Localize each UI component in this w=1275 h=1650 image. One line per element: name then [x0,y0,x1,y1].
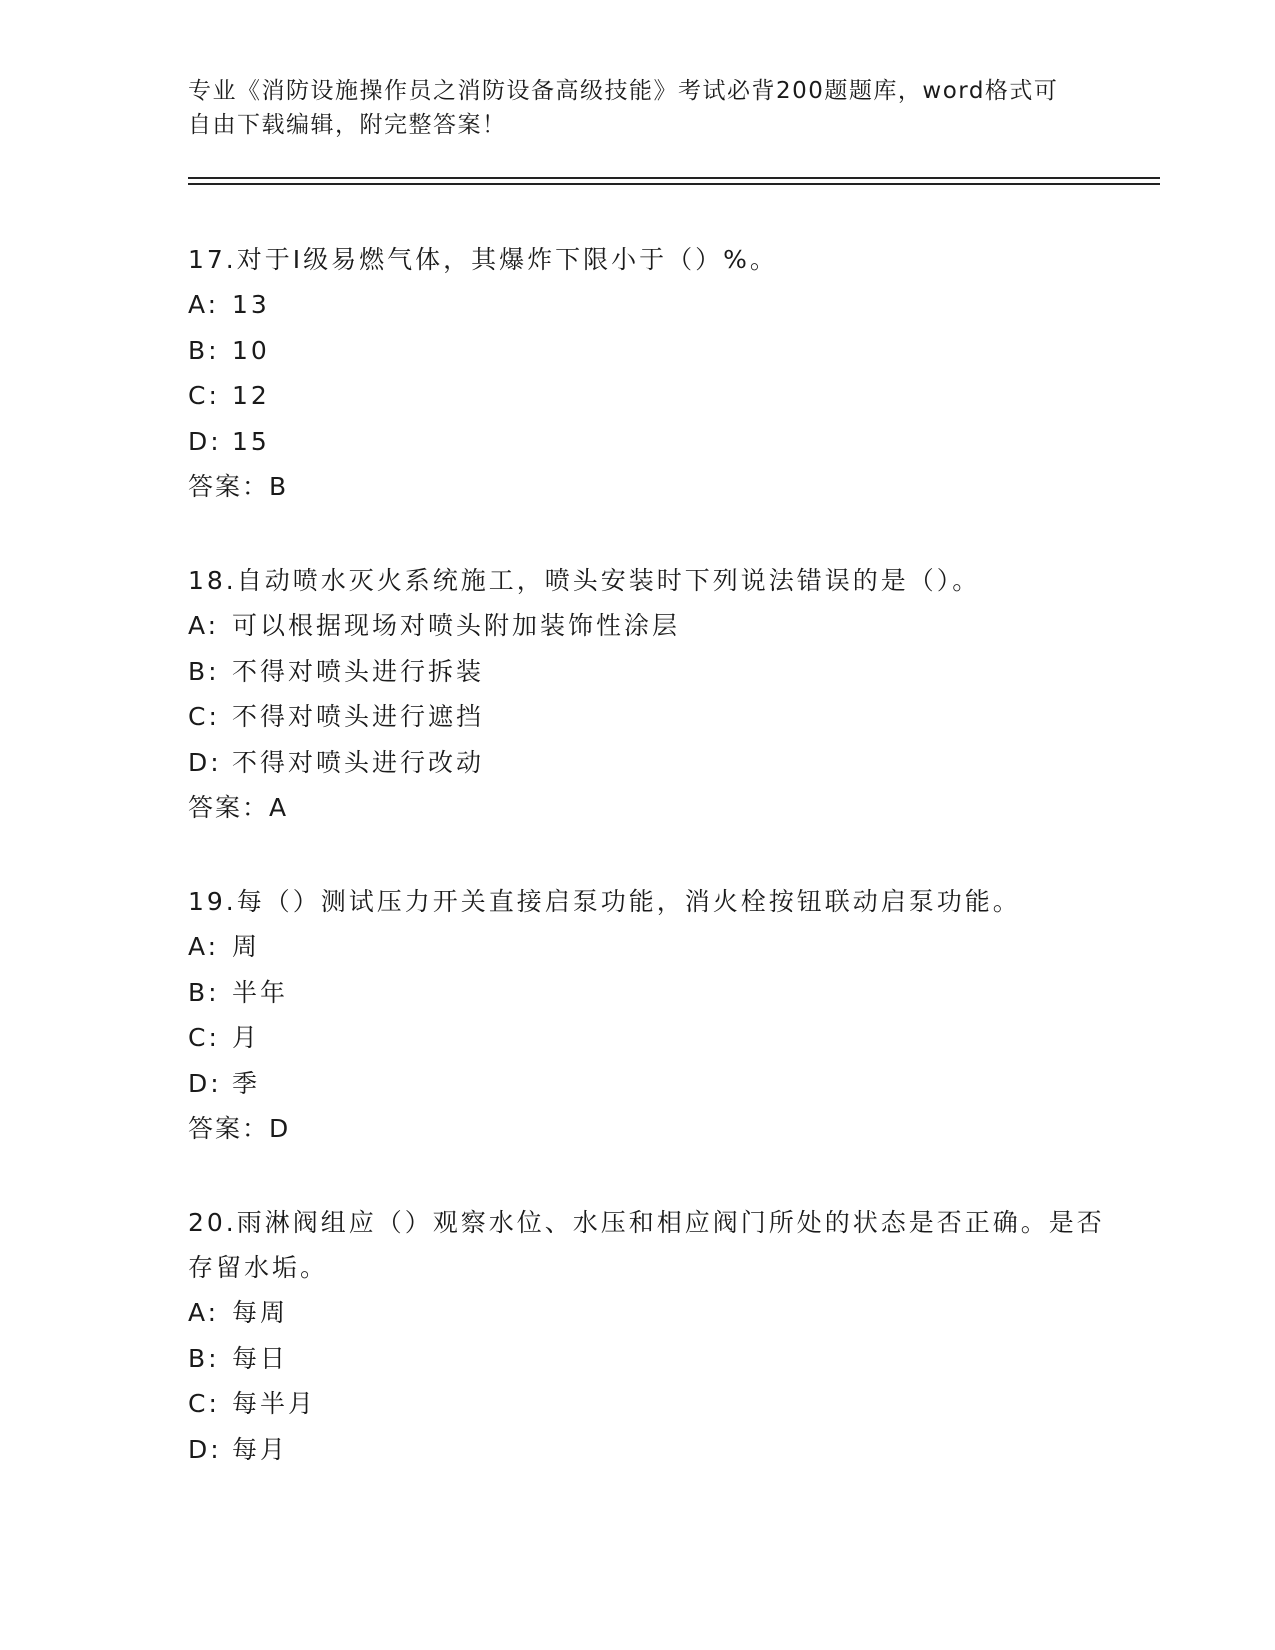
option-a [188,282,1108,328]
option-text: 不得对喷头进行拆装 [232,656,485,686]
option-a [188,924,1108,970]
option-text: 每周 [232,1298,289,1327]
option-text: 每月 [232,1434,289,1464]
option-letter: B: [188,1343,220,1373]
option-c [188,1015,1108,1061]
option-text: 12 [232,381,270,410]
option-text: 月 [232,1023,261,1052]
option-text: 季 [232,1068,261,1098]
option-a [188,1290,1108,1336]
option-letter: A: [188,611,220,640]
option-letter: D: [188,1068,222,1098]
header-divider-line [188,177,1160,179]
answer-line: 答案：B [188,472,289,501]
question-stem: 19.每（）测试压力开关直接启泵功能，消火栓按钮联动启泵功能。 [188,887,1021,916]
option-text: 15 [232,426,270,456]
option-text: 每半月 [232,1389,317,1418]
option-letter: D: [188,1434,222,1464]
option-letter: C: [188,381,220,410]
option-letter: D: [188,426,222,456]
option-b [188,970,1108,1016]
option-text: 可以根据现场对喷头附加装饰性涂层 [232,611,681,640]
option-d [188,1427,1108,1473]
option-letter: A: [188,1298,220,1327]
option-text: 不得对喷头进行遮挡 [232,702,485,731]
option-letter: C: [188,702,220,731]
option-text: 13 [232,290,270,319]
option-d [188,419,1108,465]
option-a [188,603,1108,649]
question-19 [188,879,1108,1151]
question-18 [188,558,1108,830]
question-stem: 18.自动喷水灭火系统施工，喷头安装时下列说法错误的是（）。 [188,566,981,595]
option-text: 不得对喷头进行改动 [232,747,485,777]
answer-line: 答案：A [188,793,289,822]
option-d [188,1061,1108,1107]
question-stem: 17.对于Ⅰ级易燃气体，其爆炸下限小于（）%。 [188,245,778,274]
header-intro-text: 专业《消防设施操作员之消防设备高级技能》考试必背200题题库，word格式可自由下载编辑，附完整答案！ [188,78,1059,138]
option-letter: B: [188,656,220,686]
option-letter: A: [188,290,220,319]
option-text: 周 [232,932,261,961]
question-17 [188,237,1108,509]
option-c [188,694,1108,740]
option-letter: B: [188,977,220,1007]
option-letter: A: [188,932,220,961]
question-stem: 20.雨淋阀组应（）观察水位、水压和相应阀门所处的状态是否正确。是否存留水垢。 [188,1208,1105,1282]
option-c [188,373,1108,419]
header-divider-line [188,183,1160,185]
question-20 [188,1200,1108,1472]
option-text: 每日 [232,1343,289,1373]
option-text: 10 [232,335,270,365]
document-header [188,74,1068,142]
option-letter: D: [188,747,222,777]
option-b [188,328,1108,374]
option-c [188,1381,1108,1427]
option-b [188,1336,1108,1382]
option-letter: B: [188,335,220,365]
option-d [188,740,1108,786]
option-letter: C: [188,1389,220,1418]
option-text: 半年 [232,977,289,1007]
option-letter: C: [188,1023,220,1052]
answer-line: 答案：D [188,1114,291,1143]
option-b [188,649,1108,695]
